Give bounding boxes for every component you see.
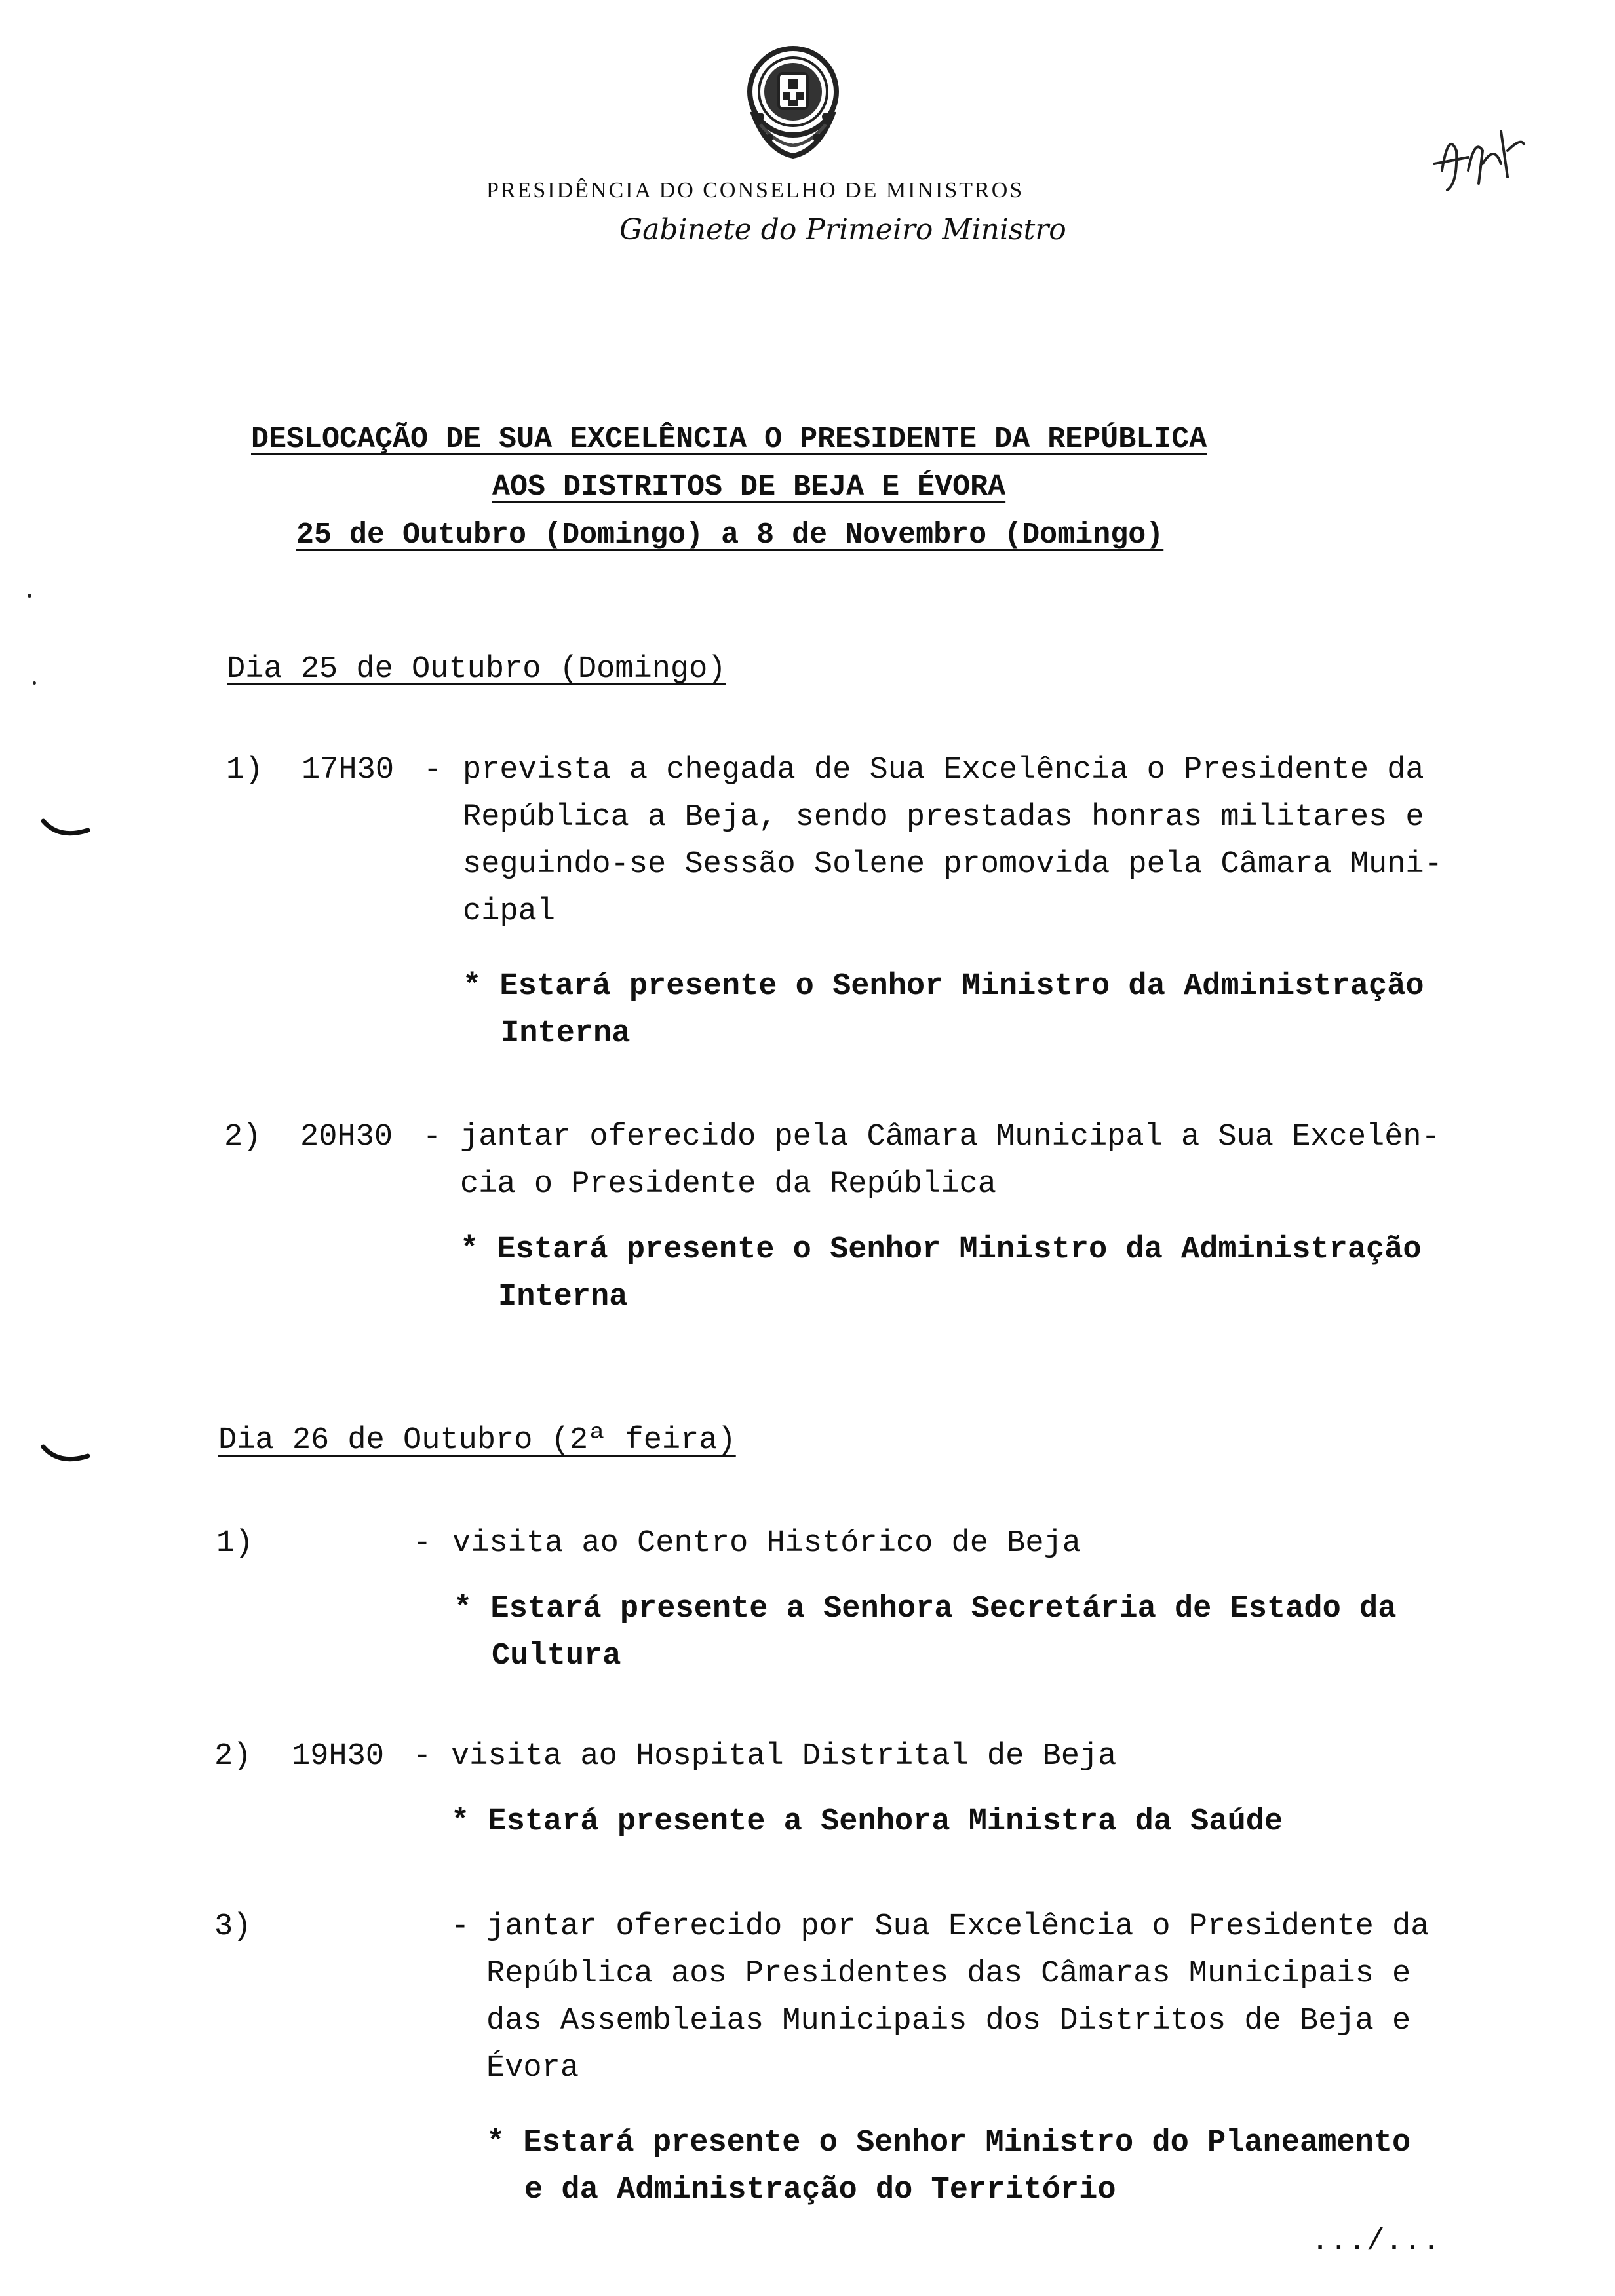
attendance-note-line: * Estará presente o Senhor Ministro da Administração (463, 969, 1424, 1004)
item-description-line: prevista a chegada de Sua Excelência o Presidente da (463, 753, 1424, 788)
item-description-line: Évora (486, 2051, 579, 2086)
attendance-note-line: * Estará presente a Senhora Ministra da Saúde (451, 1805, 1283, 1839)
item-description-line: visita ao Hospital Distrital de Beja (451, 1739, 1117, 1774)
continuation-marker: .../... (1311, 2225, 1441, 2259)
item-description-line: República a Beja, sendo prestadas honras militares e (463, 800, 1424, 835)
attendance-note (486, 2120, 1411, 2214)
item-description (451, 1733, 1116, 1780)
office-name: Gabinete do Primeiro Ministro (619, 213, 1066, 246)
attendance-note-line: * Estará presente a Senhora Secretária de Estado da (454, 1592, 1397, 1626)
margin-dot (28, 594, 31, 598)
item-description (486, 1904, 1429, 2092)
item-description-line: das Assembleias Municipais dos Distritos de Beja e (486, 2004, 1411, 2038)
item-description-line: cipal (463, 894, 556, 929)
margin-curve-mark (39, 816, 92, 845)
item-time: 20H30 (300, 1120, 393, 1155)
attendance-note (463, 963, 1424, 1058)
item-number: 1) (226, 753, 263, 788)
item-description-line: jantar oferecido por Sua Excelência o Presidente da (486, 1909, 1430, 1944)
item-number: 3) (214, 1909, 252, 1944)
attendance-note-line: * Estará presente o Senhor Ministro do Planeamento (486, 2126, 1411, 2160)
item-number: 2) (214, 1739, 252, 1774)
day-heading: Dia 26 de Outubro (2ª feira) (218, 1423, 736, 1458)
institution-name: PRESIDÊNCIA DO CONSELHO DE MINISTROS (486, 178, 1024, 202)
item-dash: - (413, 1739, 432, 1774)
attendance-note (460, 1227, 1422, 1321)
item-description (452, 1520, 1081, 1567)
item-description (463, 747, 1443, 936)
attendance-note (451, 1799, 1283, 1846)
item-time: 19H30 (292, 1739, 385, 1774)
item-description-line: cia o Presidente da República (460, 1167, 996, 1202)
item-dash: - (423, 1120, 442, 1155)
item-dash: - (413, 1526, 432, 1561)
item-dash: - (451, 1909, 470, 1944)
item-number: 2) (224, 1120, 262, 1155)
day-heading: Dia 25 de Outubro (Domingo) (227, 652, 726, 687)
attendance-note-line: Cultura (492, 1639, 621, 1674)
item-dash: - (423, 753, 442, 788)
attendance-note (454, 1586, 1396, 1680)
attendance-note-line: Interna (501, 1016, 631, 1051)
item-description-line: jantar oferecido pela Câmara Municipal a Sua Excelên- (460, 1120, 1440, 1155)
document-title-line2: AOS DISTRITOS DE BEJA E ÉVORA (492, 470, 1006, 504)
item-description-line: República aos Presidentes das Câmaras Municipais e (486, 1957, 1411, 1991)
item-description-line: seguindo-se Sessão Solene promovida pela Câmara Muni- (463, 847, 1443, 882)
handwritten-initials (1429, 124, 1527, 200)
item-number: 1) (216, 1526, 254, 1561)
item-description-line: visita ao Centro Histórico de Beja (452, 1526, 1081, 1561)
margin-curve-mark (39, 1442, 92, 1471)
document-title-line1: DESLOCAÇÃO DE SUA EXCELÊNCIA O PRESIDENTE DA REPÚBLICA (251, 423, 1207, 456)
margin-dot (33, 681, 36, 685)
coat-of-arms-emblem (741, 39, 846, 164)
attendance-note-line: * Estará presente o Senhor Ministro da Administração (460, 1233, 1422, 1267)
document-title-line3: 25 de Outubro (Domingo) a 8 de Novembro (Domingo) (296, 518, 1164, 552)
attendance-note-line: Interna (498, 1280, 628, 1314)
item-description (460, 1114, 1440, 1208)
attendance-note-line: e da Administração do Território (524, 2173, 1116, 2208)
item-time: 17H30 (302, 753, 395, 788)
